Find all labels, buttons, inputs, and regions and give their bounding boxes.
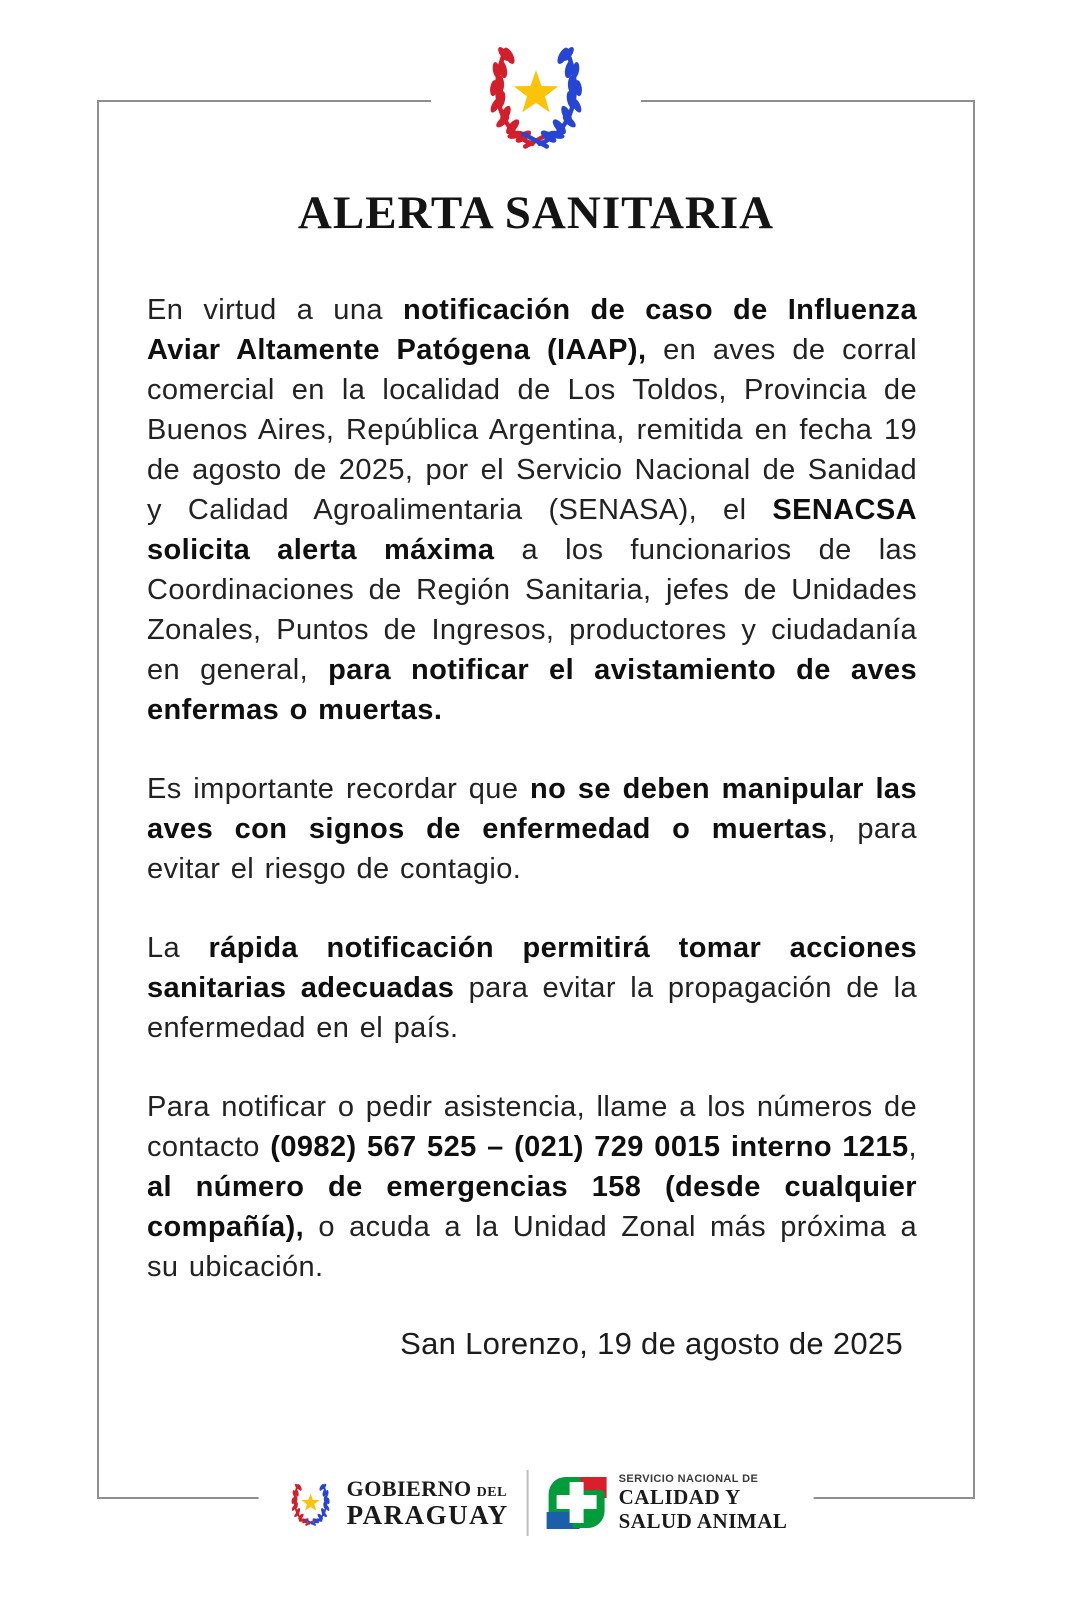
gobierno-paraguay-logo: [285, 1474, 509, 1532]
alert-paragraph-3: [147, 928, 917, 1048]
senacsa-name-line1: CALIDAD Y: [618, 1485, 741, 1510]
gobierno-paraguay-wordmark: [347, 1477, 509, 1529]
senacsa-name-line2: SALUD ANIMAL: [618, 1508, 788, 1533]
text-segment-bold: SENACSA solicita alerta máxima: [147, 494, 917, 567]
footer-logos: [259, 1462, 814, 1544]
paraguay-wreath-emblem-icon: [431, 36, 641, 151]
date-line: San Lorenzo, 19 de agosto de 2025: [400, 1326, 903, 1362]
text-segment: ,: [908, 1131, 917, 1164]
senacsa-cross-horizontal: [557, 1495, 597, 1509]
text-segment: o acuda a la Unidad Zonal más próxima a su ubicación.: [147, 1211, 917, 1284]
text-segment-bold: no se deben manipular las aves con signos de enfermedad o muertas: [147, 773, 917, 846]
text-segment: , para evitar el riesgo de contagio.: [147, 813, 917, 886]
emergency-number: al número de emergencias 158 (desde cualquier compañía),: [147, 1171, 917, 1244]
senacsa-cross-icon: [547, 1475, 607, 1531]
text-segment-bold: para notificar el avistamiento de aves enfermas o muertas.: [147, 654, 917, 727]
text-segment: Para notificar o pedir asistencia, llame a los números de contacto: [147, 1091, 917, 1164]
text-segment: para evitar la propagación de la enfermedad en el país.: [147, 972, 918, 1045]
alert-body: [99, 290, 973, 1287]
alert-paragraph-1: [147, 290, 917, 730]
text-segment: En virtud a una: [147, 294, 403, 327]
laurel-wreath-star-icon: [285, 1474, 337, 1532]
text-segment-bold: notificación de caso de Influenza Aviar Altamente Patógena (IAAP),: [147, 294, 917, 367]
gobierno-del-label: [347, 1477, 509, 1501]
alert-paragraph-2: [147, 769, 917, 889]
paraguay-label: PARAGUAY: [346, 1499, 509, 1530]
senacsa-wordmark: [619, 1473, 788, 1534]
phone-numbers: (0982) 567 525 – (021) 729 0015 interno 1215: [270, 1131, 909, 1164]
del-word: DEL: [476, 1484, 507, 1500]
alert-paragraph-4: [147, 1087, 917, 1287]
text-segment: Es importante recordar que: [147, 773, 531, 806]
text-segment: La: [147, 932, 209, 965]
gobierno-word: GOBIERNO: [346, 1475, 472, 1501]
senacsa-tagline: SERVICIO NACIONAL DE: [618, 1472, 759, 1485]
senacsa-logo: [547, 1473, 788, 1534]
laurel-wreath-star-icon: [473, 36, 599, 151]
page-title: ALERTA SANITARIA: [297, 187, 775, 239]
text-segment-bold: rápida notificación permitirá tomar acciones sanitarias adecuadas: [147, 932, 918, 1005]
alert-card: [97, 100, 975, 1533]
footer-divider: [527, 1470, 529, 1536]
text-segment: en aves de corral comercial en la localidad de Los Toldos, Provincia de Buenos Aires, República Argentina, remitida en fecha 19 de agosto de 2025, por el Servicio Nacional de Sanidad y Calidad Agroalimentaria (SENASA), el: [147, 334, 917, 527]
text-segment: a los funcionarios de las Coordinaciones de Región Sanitaria, jefes de Unidades Zonales, Puntos de Ingresos, productores y ciudadanía en general,: [147, 534, 917, 687]
